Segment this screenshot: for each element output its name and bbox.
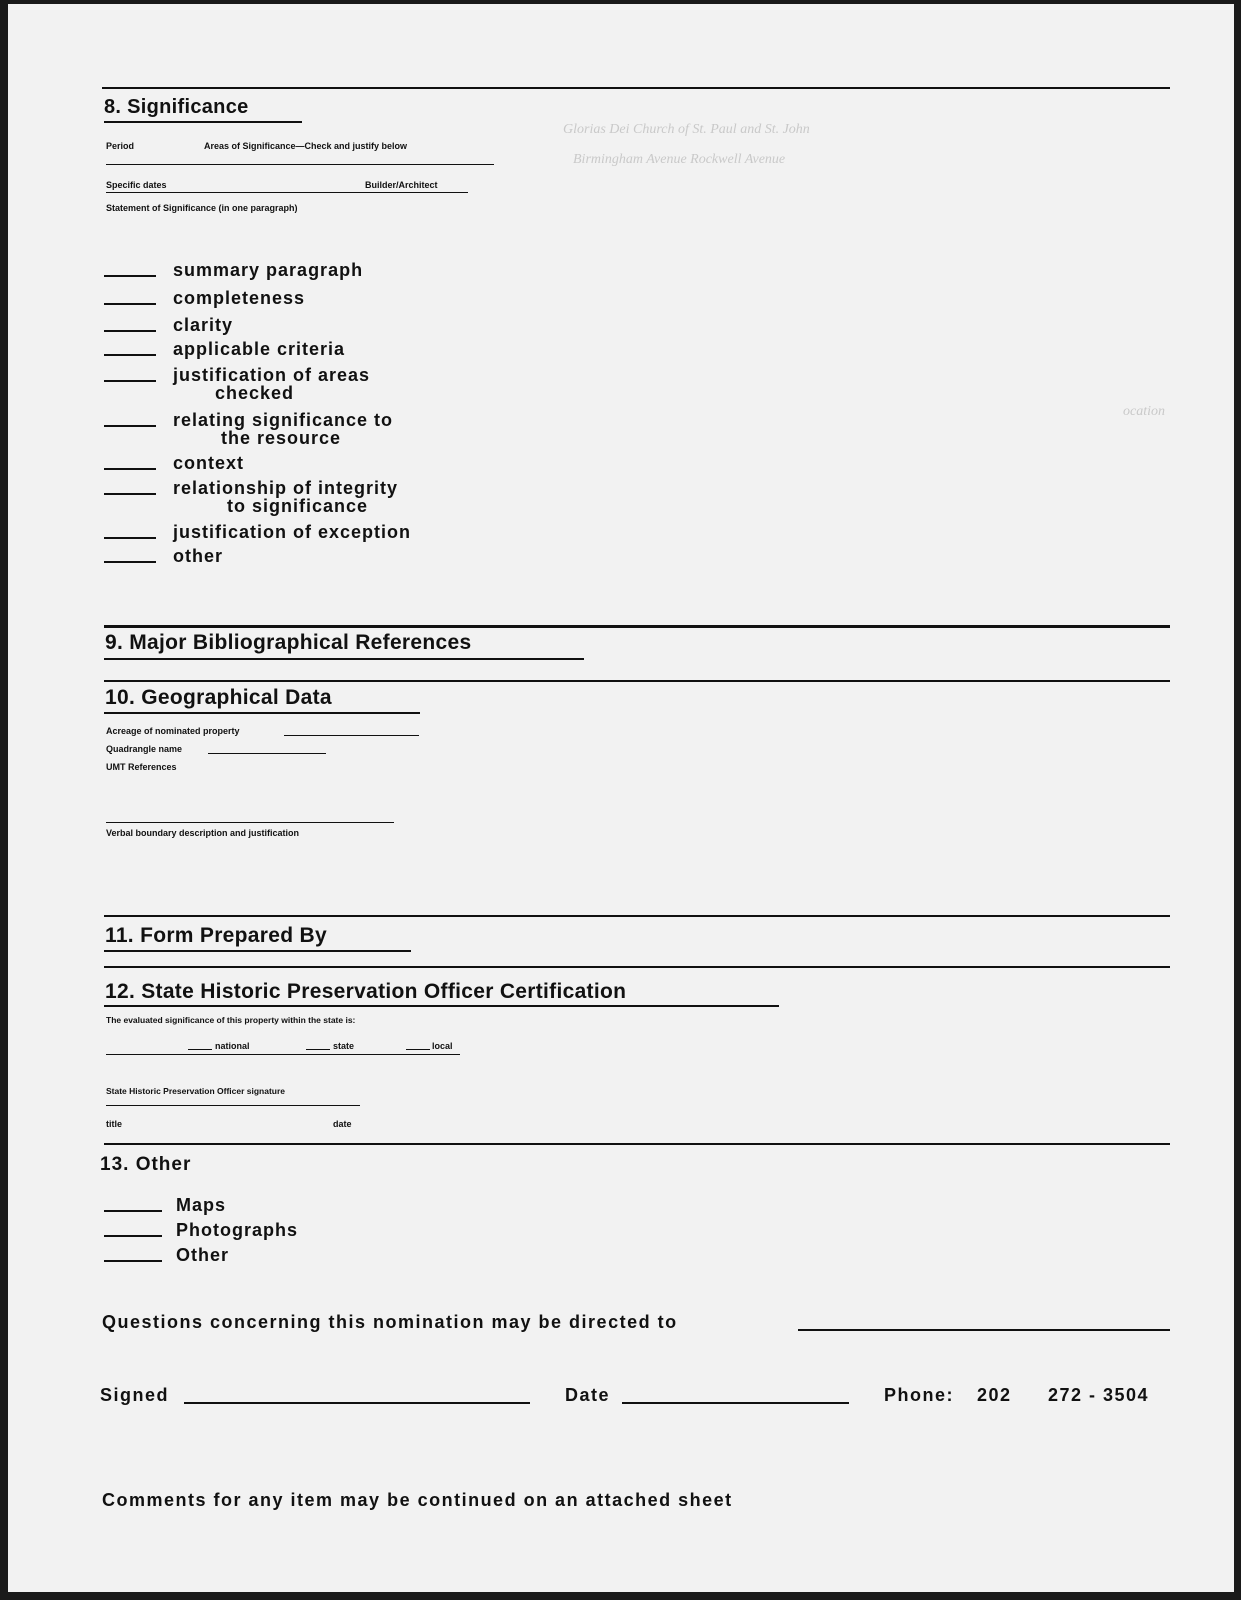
other-item-other: Other [176,1245,230,1265]
local-label: local [432,1041,453,1051]
period-label: Period [106,141,135,151]
state-blank[interactable] [306,1049,330,1050]
comments-text: Comments for any item may be continued on an attached sheet [102,1490,733,1510]
phone-label: Phone: [884,1385,954,1405]
checklist-item-summary: summary paragraph [173,260,364,280]
section9-title: 9. Major Bibliographical References [105,631,472,654]
section13-title: 13. Other [100,1154,192,1175]
other-item-maps: Maps [176,1195,227,1215]
dates-rule [106,192,468,193]
national-blank[interactable] [188,1049,212,1050]
national-label: national [215,1041,250,1051]
section11-title-underline [104,950,411,952]
section8-title: 8. Significance [104,96,249,118]
bleed-through-mark: ocation [1123,404,1165,419]
checklist-item-other: other [173,546,223,566]
other-item-photographs: Photographs [176,1220,298,1240]
section12-title-underline [104,1005,779,1007]
utm-references-label: UMT References [106,762,177,772]
evaluated-significance-label: The evaluated significance of this property within the state is: [106,1015,356,1025]
signed-label: Signed [100,1385,170,1405]
checklist-item-clarity: clarity [173,315,234,335]
form-page [8,4,1234,1592]
quadrangle-field[interactable] [208,753,326,754]
checklist-item-exception: justification of exception [173,522,412,542]
builder-architect-label: Builder/Architect [365,180,438,190]
checklist-item-integrity: relationship of integrity to significance [173,478,399,516]
section8-title-underline [104,121,302,123]
section9-top-rule [104,625,1170,628]
footer-date-field[interactable] [622,1402,849,1404]
bleed-through-handwriting: Glorias Dei Church of St. Paul and St. John [563,122,810,137]
other-checklist-blank[interactable] [104,1235,162,1237]
state-label: state [333,1041,355,1051]
other-checklist-blank[interactable] [104,1260,162,1262]
section13-top-rule [104,1143,1170,1145]
phone-area-code: 202 [977,1385,1012,1405]
shpo-signature-field[interactable] [106,1105,360,1106]
section10-top-rule [104,680,1170,682]
utm-field[interactable] [106,822,394,823]
checklist-blank[interactable] [104,330,156,332]
significance-level-rule [106,1054,460,1055]
section10-title-underline [104,712,420,714]
checklist-blank[interactable] [104,561,156,563]
checklist-blank[interactable] [104,425,156,427]
acreage-label: Acreage of nominated property [106,726,240,736]
section12-title: 12. State Historic Preservation Officer Certification [105,980,627,1003]
section11-top-rule [104,915,1170,917]
footer-date-label: Date [565,1385,611,1405]
quadrangle-label: Quadrangle name [106,744,183,754]
checklist-item-justification-areas: justification of areas checked [173,365,371,403]
title-label: title [106,1119,123,1129]
areas-of-significance-label: Areas of Significance—Check and justify below [204,141,408,151]
checklist-blank[interactable] [104,468,156,470]
bleed-through-handwriting-2: Birmingham Avenue Rockwell Avenue [573,152,786,167]
section8-top-rule [102,87,1170,89]
checklist-blank[interactable] [104,537,156,539]
checklist-item-context: context [173,453,245,473]
checklist-blank[interactable] [104,303,156,305]
directed-to-field[interactable] [798,1329,1170,1331]
acreage-field[interactable] [284,735,419,736]
checklist-blank[interactable] [104,380,156,382]
specific-dates-label: Specific dates [106,180,167,190]
phone-number: 272 - 3504 [1048,1385,1150,1405]
shpo-signature-label: State Historic Preservation Officer signature [106,1086,286,1096]
checklist-item-completeness: completeness [173,288,306,308]
checklist-item-criteria: applicable criteria [173,339,346,359]
period-rule [106,164,494,165]
checklist-blank[interactable] [104,493,156,495]
checklist-blank[interactable] [104,354,156,356]
section12-top-rule [104,966,1170,968]
checklist-blank[interactable] [104,275,156,277]
date-label: date [333,1119,352,1129]
section9-title-underline [104,658,584,660]
checklist-item-relating: relating significance to the resource [173,410,394,448]
section10-title: 10. Geographical Data [105,686,332,709]
statement-of-significance-label: Statement of Significance (in one paragraph) [106,203,298,213]
signed-field[interactable] [184,1402,530,1404]
section11-title: 11. Form Prepared By [105,924,327,947]
questions-text: Questions concerning this nomination may be directed to [102,1312,678,1332]
verbal-boundary-label: Verbal boundary description and justification [106,828,300,838]
other-checklist-blank[interactable] [104,1210,162,1212]
local-blank[interactable] [406,1049,430,1050]
